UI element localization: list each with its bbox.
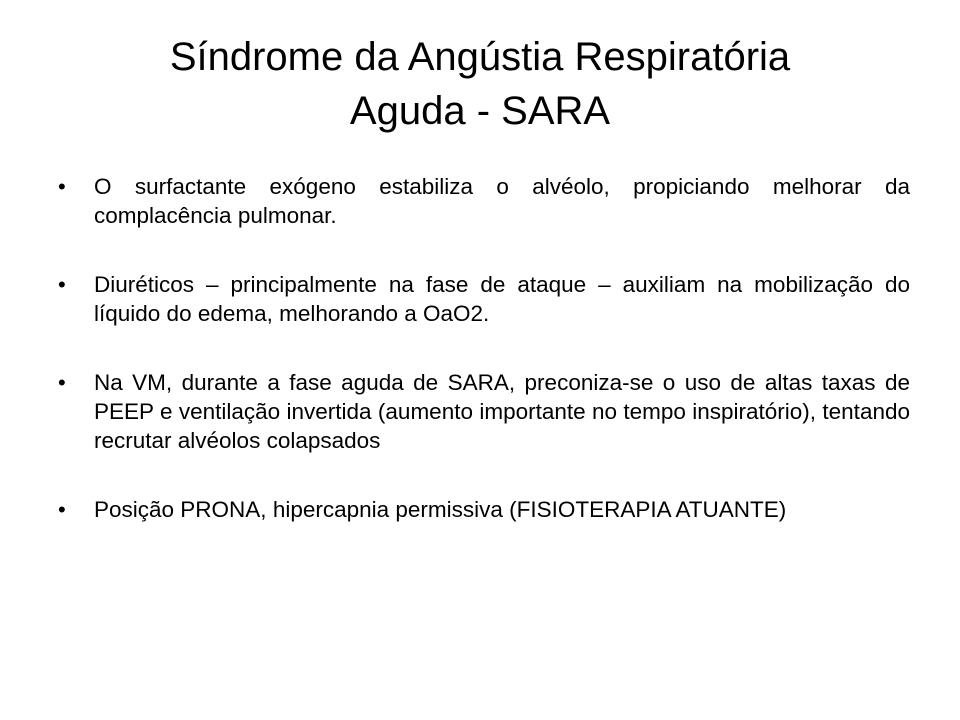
bullet-dot-icon: •: [58, 497, 66, 522]
slide-title-line-1: Síndrome da Angústia Respiratória: [169, 35, 791, 79]
bullet-dot-icon: •: [58, 272, 66, 297]
bullet-item-surfactant: [58, 172, 910, 230]
bullet-item-prone-position: [58, 495, 910, 524]
bullet-text: Diuréticos – principalmente na fase de ataque – auxiliam na mobilização do líquido do edema, melhorando a OaO2.: [94, 272, 910, 326]
bullet-list: [58, 172, 910, 564]
bullet-item-ventilation: [58, 368, 910, 455]
bullet-text: Posição PRONA, hipercapnia permissiva (FISIOTERAPIA ATUANTE): [94, 497, 787, 522]
bullet-item-diuretics: [58, 270, 910, 328]
bullet-text: O surfactante exógeno estabiliza o alvéolo, propiciando melhorar da complacência pulmonar.: [94, 174, 910, 228]
bullet-dot-icon: •: [58, 174, 66, 199]
bullet-dot-icon: •: [58, 370, 66, 395]
slide-title-line-2: Aguda - SARA: [349, 89, 611, 133]
slide-title: [60, 30, 900, 138]
bullet-text: Na VM, durante a fase aguda de SARA, preconiza-se o uso de altas taxas de PEEP e ventilação invertida (aumento importante no tempo inspiratório), tentando recrutar alvéolos colapsados: [94, 370, 910, 453]
